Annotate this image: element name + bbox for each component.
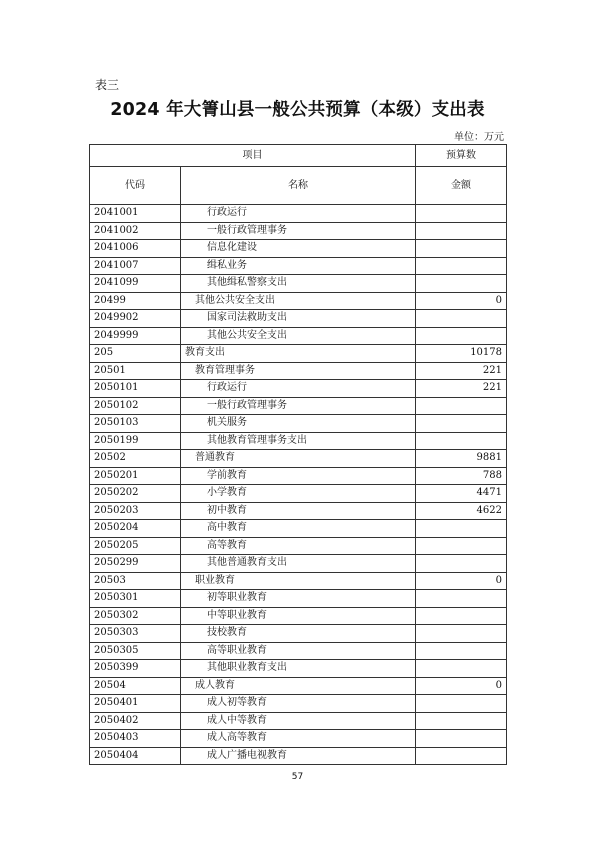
row-code: 2050403 <box>90 730 181 748</box>
row-amount <box>416 590 507 608</box>
row-amount <box>416 397 507 415</box>
row-amount <box>416 257 507 275</box>
table-body <box>90 205 507 765</box>
row-code: 2041002 <box>90 222 181 240</box>
row-code: 20501 <box>90 362 181 380</box>
row-amount <box>416 695 507 713</box>
page-title: 2024 年大箐山县一般公共预算（本级）支出表 <box>110 100 485 120</box>
header-amount: 金额 <box>416 167 507 205</box>
row-name: 行政运行 <box>181 205 416 223</box>
row-name: 信息化建设 <box>181 240 416 258</box>
table-row <box>90 607 507 625</box>
row-name: 中等职业教育 <box>181 607 416 625</box>
table-row <box>90 485 507 503</box>
row-name: 成人高等教育 <box>181 730 416 748</box>
page-number: 57 <box>291 772 304 782</box>
row-code: 2050305 <box>90 642 181 660</box>
row-code: 2050103 <box>90 415 181 433</box>
row-amount <box>416 730 507 748</box>
row-name: 其他公共安全支出 <box>181 292 416 310</box>
row-name: 普通教育 <box>181 450 416 468</box>
row-amount: 221 <box>416 362 507 380</box>
row-amount <box>416 660 507 678</box>
row-amount <box>416 712 507 730</box>
row-name: 小学教育 <box>181 485 416 503</box>
row-amount: 788 <box>416 467 507 485</box>
row-code: 2050302 <box>90 607 181 625</box>
row-name: 学前教育 <box>181 467 416 485</box>
table-row <box>90 327 507 345</box>
row-name: 国家司法救助支出 <box>181 310 416 328</box>
table-row <box>90 537 507 555</box>
table-row <box>90 432 507 450</box>
row-code: 2050101 <box>90 380 181 398</box>
header-item: 项目 <box>90 145 416 167</box>
table-row <box>90 275 507 293</box>
table-row <box>90 502 507 520</box>
table-row <box>90 555 507 573</box>
table-row <box>90 450 507 468</box>
row-code: 2050201 <box>90 467 181 485</box>
row-amount <box>416 275 507 293</box>
row-amount: 4471 <box>416 485 507 503</box>
row-name: 成人广播电视教育 <box>181 747 416 765</box>
table-row <box>90 292 507 310</box>
row-name: 高中教育 <box>181 520 416 538</box>
row-amount <box>416 625 507 643</box>
row-amount <box>416 327 507 345</box>
row-code: 2050402 <box>90 712 181 730</box>
row-code: 20503 <box>90 572 181 590</box>
table-row <box>90 730 507 748</box>
unit-label: 单位：万元 <box>454 132 504 143</box>
table-row <box>90 380 507 398</box>
table-row <box>90 695 507 713</box>
row-amount: 221 <box>416 380 507 398</box>
table-row <box>90 677 507 695</box>
header-row-2 <box>90 167 507 205</box>
row-name: 教育支出 <box>181 345 416 363</box>
table-row <box>90 520 507 538</box>
table-row <box>90 747 507 765</box>
table-row <box>90 590 507 608</box>
row-name: 其他公共安全支出 <box>181 327 416 345</box>
table-row <box>90 625 507 643</box>
row-code: 2041001 <box>90 205 181 223</box>
row-amount: 4622 <box>416 502 507 520</box>
row-code: 2050203 <box>90 502 181 520</box>
row-code: 2041006 <box>90 240 181 258</box>
row-amount: 0 <box>416 677 507 695</box>
expenditure-table <box>89 144 507 765</box>
row-amount <box>416 310 507 328</box>
table-row <box>90 240 507 258</box>
row-amount: 10178 <box>416 345 507 363</box>
row-name: 其他教育管理事务支出 <box>181 432 416 450</box>
row-name: 职业教育 <box>181 572 416 590</box>
row-code: 205 <box>90 345 181 363</box>
row-code: 20499 <box>90 292 181 310</box>
row-amount <box>416 415 507 433</box>
table-row <box>90 660 507 678</box>
row-name: 高等职业教育 <box>181 642 416 660</box>
row-name: 一般行政管理事务 <box>181 222 416 240</box>
row-name: 其他职业教育支出 <box>181 660 416 678</box>
row-code: 2050202 <box>90 485 181 503</box>
row-amount <box>416 205 507 223</box>
row-code: 2050399 <box>90 660 181 678</box>
row-amount: 9881 <box>416 450 507 468</box>
row-code: 2050401 <box>90 695 181 713</box>
row-name: 教育管理事务 <box>181 362 416 380</box>
row-amount: 0 <box>416 572 507 590</box>
row-amount <box>416 555 507 573</box>
row-code: 2049999 <box>90 327 181 345</box>
row-name: 初等职业教育 <box>181 590 416 608</box>
table-row <box>90 467 507 485</box>
header-code: 代码 <box>90 167 181 205</box>
row-amount <box>416 240 507 258</box>
header-row-1 <box>90 145 507 167</box>
row-code: 2041007 <box>90 257 181 275</box>
row-amount <box>416 537 507 555</box>
row-code: 20504 <box>90 677 181 695</box>
table-row <box>90 205 507 223</box>
table-row <box>90 642 507 660</box>
row-code: 20502 <box>90 450 181 468</box>
row-code: 2050303 <box>90 625 181 643</box>
row-name: 一般行政管理事务 <box>181 397 416 415</box>
header-name: 名称 <box>181 167 416 205</box>
row-name: 技校教育 <box>181 625 416 643</box>
table-row <box>90 257 507 275</box>
table-row <box>90 415 507 433</box>
row-amount <box>416 747 507 765</box>
row-amount <box>416 520 507 538</box>
row-amount <box>416 642 507 660</box>
table-label: 表三 <box>95 78 120 92</box>
row-name: 缉私业务 <box>181 257 416 275</box>
row-code: 2050199 <box>90 432 181 450</box>
row-name: 成人教育 <box>181 677 416 695</box>
row-code: 2050205 <box>90 537 181 555</box>
row-code: 2050204 <box>90 520 181 538</box>
row-name: 其他缉私警察支出 <box>181 275 416 293</box>
row-code: 2050102 <box>90 397 181 415</box>
row-name: 机关服务 <box>181 415 416 433</box>
table-row <box>90 310 507 328</box>
row-name: 成人中等教育 <box>181 712 416 730</box>
header-budget: 预算数 <box>416 145 507 167</box>
row-name: 初中教育 <box>181 502 416 520</box>
row-code: 2050299 <box>90 555 181 573</box>
row-code: 2041099 <box>90 275 181 293</box>
row-code: 2049902 <box>90 310 181 328</box>
row-amount <box>416 432 507 450</box>
row-name: 行政运行 <box>181 380 416 398</box>
row-code: 2050404 <box>90 747 181 765</box>
table-row <box>90 712 507 730</box>
row-amount: 0 <box>416 292 507 310</box>
table-row <box>90 222 507 240</box>
row-name: 高等教育 <box>181 537 416 555</box>
row-name: 其他普通教育支出 <box>181 555 416 573</box>
table-row <box>90 362 507 380</box>
table-row <box>90 345 507 363</box>
row-name: 成人初等教育 <box>181 695 416 713</box>
row-code: 2050301 <box>90 590 181 608</box>
row-amount <box>416 607 507 625</box>
table-row <box>90 572 507 590</box>
row-amount <box>416 222 507 240</box>
table-row <box>90 397 507 415</box>
